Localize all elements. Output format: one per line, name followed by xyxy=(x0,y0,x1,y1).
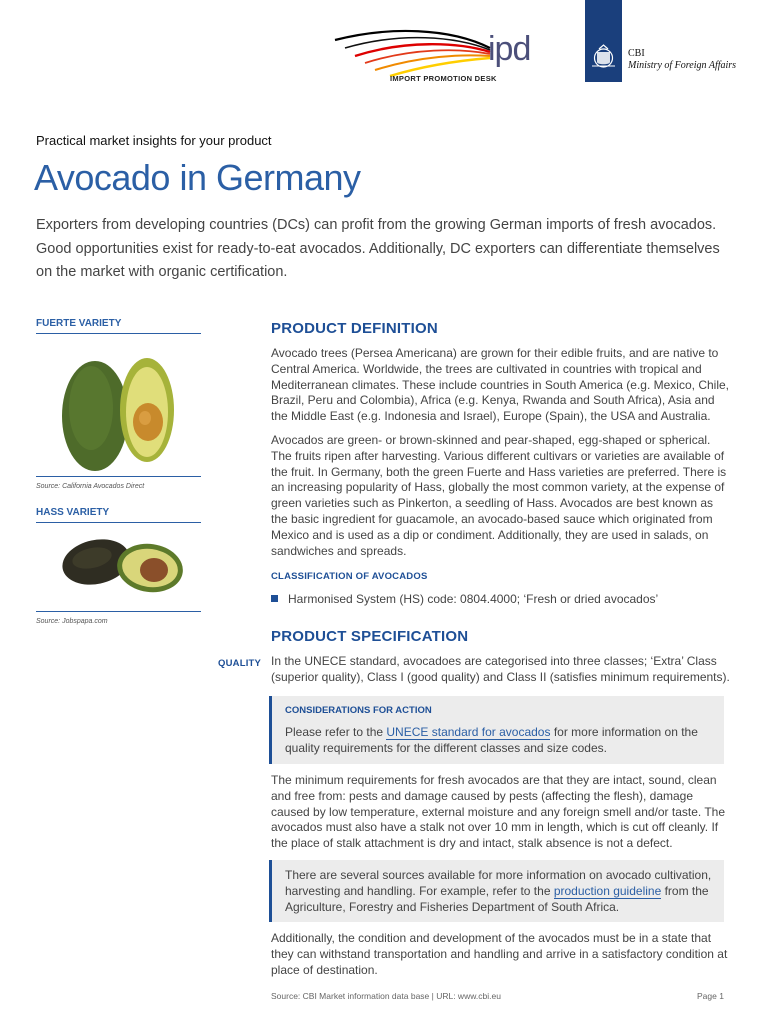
considerations-text-after: for more information on the quality requirements for the different classes and size codes. xyxy=(285,725,698,755)
quality-paragraph: In the UNECE standard, avocadoes are categorised into three classes; ‘Extra’ Class (superior quality), Class I (good quality) and Class II (satisfies minimum requirements). xyxy=(271,654,730,684)
page-number: Page 1 xyxy=(697,991,724,1001)
fuerte-variety-label: FUERTE VARIETY xyxy=(36,318,122,329)
fuerte-image-rule xyxy=(36,476,201,477)
sources-callout xyxy=(269,860,724,922)
ipd-logo-text: ipd xyxy=(488,30,531,68)
cbi-label: CBI xyxy=(628,48,645,59)
fuerte-label-rule xyxy=(36,333,201,334)
ipd-subtitle: IMPORT PROMOTION DESK xyxy=(390,74,497,83)
sources-text-after: from the Agriculture, Forestry and Fisheries Department of South Africa. xyxy=(285,883,709,914)
footer-source: Source: CBI Market information data base | URL: www.cbi.eu xyxy=(271,991,501,1001)
product-definition-heading: PRODUCT DEFINITION xyxy=(271,320,438,337)
classification-item-text: Harmonised System (HS) code: 0804.4000; ‘Fresh or dried avocados’ xyxy=(288,592,659,606)
cbi-ministry-label xyxy=(628,48,736,72)
intro-paragraph: Exporters from developing countries (DCs) can profit from the growing German imports of fresh avocados. Good opportunities exist for ready-to-eat avocados. Additionally, DC exporters can differentiate themselves on the market with organic certification. xyxy=(36,217,720,280)
production-guideline-link[interactable]: production guideline xyxy=(553,883,662,898)
hass-label-rule xyxy=(36,522,201,523)
considerations-title: CONSIDERATIONS FOR ACTION xyxy=(285,705,432,716)
unece-standard-link[interactable]: UNECE standard for avocados xyxy=(386,725,551,739)
definition-paragraph-2: Avocados are green- or brown-skinned and pear-shaped, egg-shaped or spherical. The fruits ripen after harvesting. Various different cultivars or varieties are available of the fruit. In Germany, both the green Fuerte and Hass varieties are preferred. There is an increasing popularity of Hass, globally the most common variety, at the expense of green varieties such as Pinkerton, a seedling of Hass. Avocados are best known as the basic ingredient for guacamole, an avocado-based sauce which originated from Mexico and is used as a dip or condiment. Additionally, they are used in salads, on sandwiches and spreads. xyxy=(271,433,727,558)
sources-text-before: There are several sources available for more information on avocado cultivation, harvesting and handling. For example, refer to the xyxy=(285,868,712,898)
ministry-label: Ministry of Foreign Affairs xyxy=(628,60,737,71)
fuerte-avocado-image xyxy=(55,338,185,473)
considerations-callout xyxy=(269,696,724,764)
hass-image-caption: Source: Jobspapa.com xyxy=(36,618,108,625)
considerations-text xyxy=(285,725,715,757)
definition-paragraph-1: Avocado trees (Persea Americana) are grown for their edible fruits, and are native to Central America. Worldwide, the trees are cultivated in countries with tropical and Mediterranean climates. These include countries in South America (e.g. Mexico, Chile, Brazil, Peru and Colombia), Africa (e.g. Kenya, Rwanda and South Africa), Asia and the Middle East (e.g. Indonesia and Israel), Europe (Spain), the USA and Australia. xyxy=(271,346,729,424)
classification-list-item xyxy=(271,592,731,608)
crest-icon xyxy=(585,0,622,82)
minimum-requirements-paragraph: The minimum requirements for fresh avocados are that they are intact, sound, clean and free from: pests and damage caused by pests (affecting the flesh), damage caused by low temperature, external moisture and any foreign smell and/or taste. The avocados must also have a stalk not over 10 mm in length, which is cut off cleanly. If the place of stalk attachment is dry and intact, stalk absence is not a defect. xyxy=(271,773,726,851)
quality-label: QUALITY xyxy=(218,658,262,669)
product-specification-heading: PRODUCT SPECIFICATION xyxy=(271,628,469,645)
fuerte-image-caption: Source: California Avocados Direct xyxy=(36,483,145,490)
condition-paragraph: Additionally, the condition and development of the avocados must be in a state that they can withstand transportation and handling and arrive in a satisfactory condition at place of destination. xyxy=(271,931,728,977)
cbi-crest-badge xyxy=(585,0,622,82)
square-bullet-icon xyxy=(271,595,278,602)
hass-avocado-image xyxy=(58,532,188,597)
page-title: Avocado in Germany xyxy=(34,157,361,198)
sources-text xyxy=(285,868,715,915)
hass-variety-label: HASS VARIETY xyxy=(36,507,110,518)
considerations-text-before: Please refer to the xyxy=(285,725,387,739)
hass-image-rule xyxy=(36,611,201,612)
tagline: Practical market insights for your product xyxy=(36,133,272,148)
classification-heading: CLASSIFICATION OF AVOCADOS xyxy=(271,571,428,582)
